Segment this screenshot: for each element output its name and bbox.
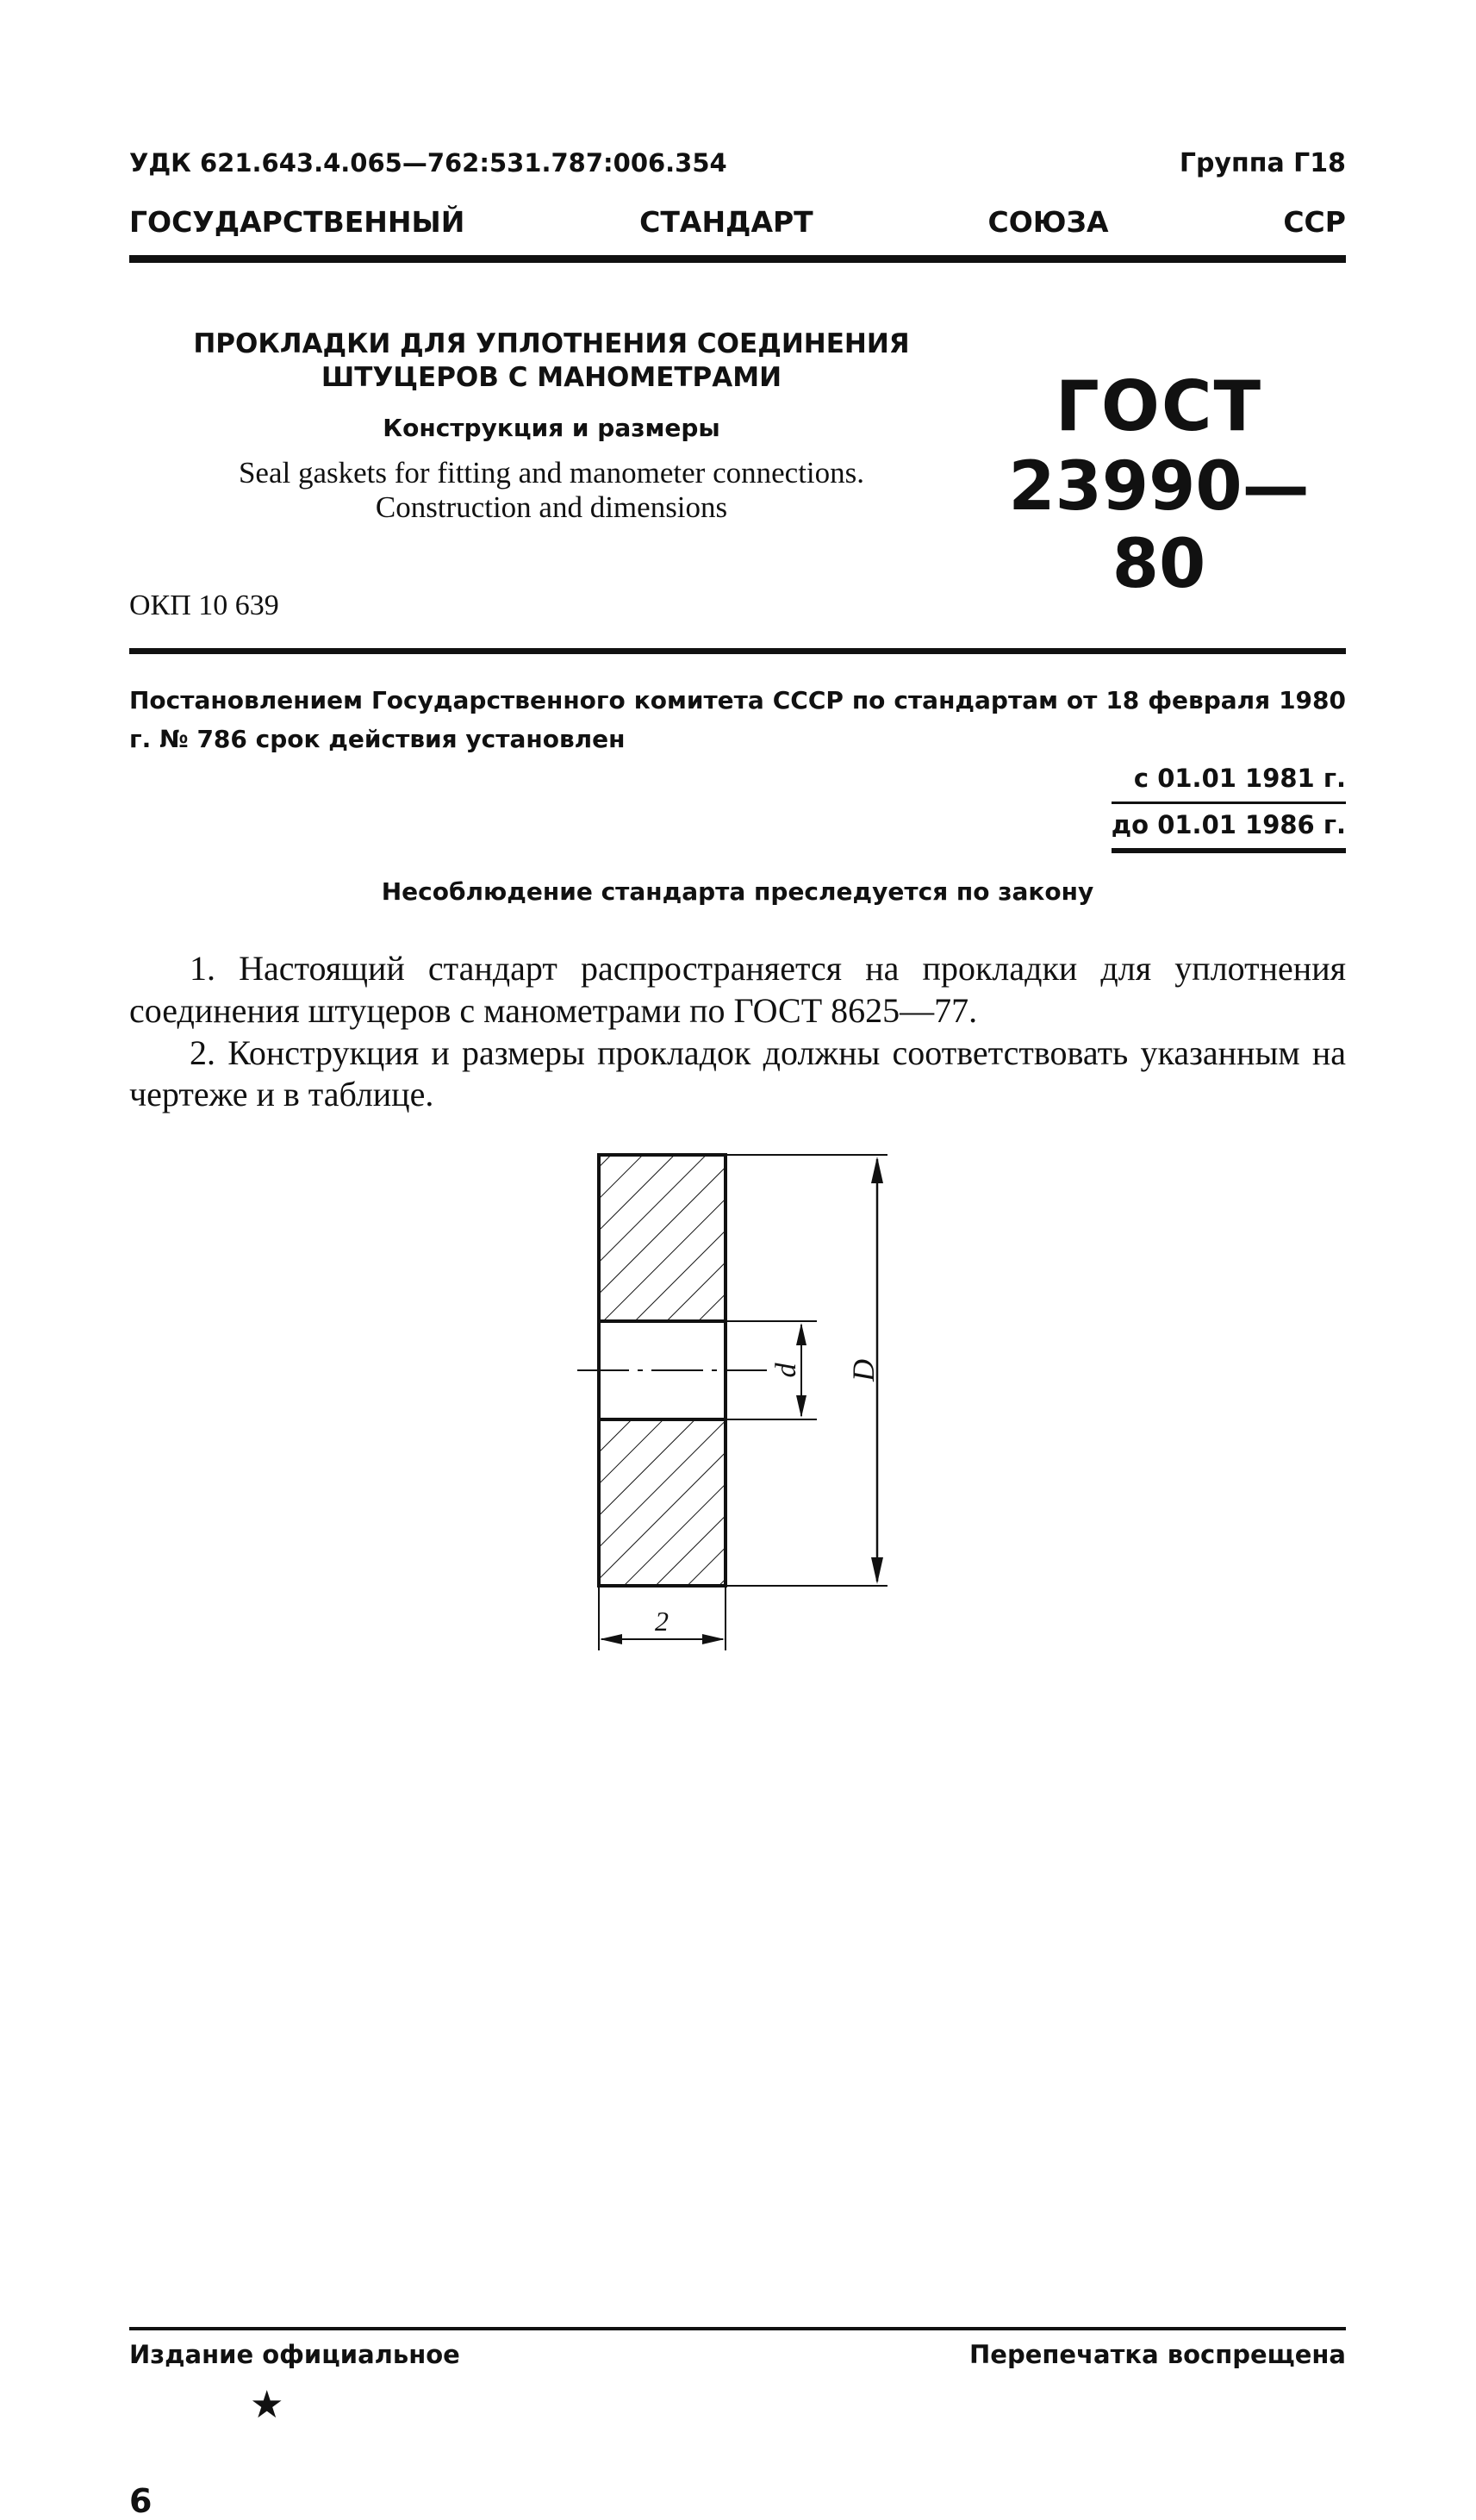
gost-label: ГОСТ [1055, 366, 1263, 446]
state-standard-word: СТАНДАРТ [639, 205, 813, 239]
edition-notice: Издание официальное [129, 2340, 460, 2369]
title-en-line1: Seal gaskets for fitting and manometer connections. [238, 455, 865, 490]
body-text [129, 948, 1346, 1116]
arrowhead [871, 1157, 883, 1183]
arrowhead [702, 1634, 725, 1644]
arrowhead [600, 1634, 622, 1644]
paragraph-1: 1. Настоящий стандарт распространяется на прокладки для уплотнения соединения штуцеров с манометрами по ГОСТ 8625—77. [129, 949, 1346, 1030]
footer-rule [129, 2327, 1346, 2330]
title-ru-line2: ШТУЦЕРОВ С МАНОМЕТРАМИ [321, 361, 782, 393]
paragraph-2: 2. Конструкция и размеры прокладок должны соответствовать указанным на чертеже и в таблице. [129, 1032, 1346, 1114]
page-number: 6 [129, 2482, 153, 2520]
udc-code: УДК 621.643.4.065—762:531.787:006.354 [129, 148, 727, 178]
subtitle-ru: Конструкция и размеры [383, 413, 720, 442]
lower-hatched-section [599, 1419, 726, 1586]
arrowhead [796, 1323, 807, 1345]
dimension-thickness [599, 1586, 726, 1650]
gasket-section [577, 1155, 767, 1586]
arrowhead [871, 1557, 883, 1584]
group-code: Группа Г18 [1179, 148, 1346, 178]
title-block [129, 327, 974, 525]
state-standard-word: ССР [1283, 205, 1346, 239]
title-en-line2: Construction and dimensions [375, 490, 728, 524]
label-d: d [770, 1363, 802, 1378]
title-ru-line1: ПРОКЛАДКИ ДЛЯ УПЛОТНЕНИЯ СОЕДИНЕНИЯ [193, 328, 910, 359]
law-notice: Несоблюдение стандарта преследуется по закону [381, 877, 1094, 906]
date-divider [1112, 802, 1346, 804]
okp-rule [129, 648, 1346, 654]
state-standard-heading [129, 205, 1346, 239]
gost-number: 23990—80 [1008, 448, 1310, 603]
reprint-notice: Перепечатка воспрещена [969, 2340, 1346, 2369]
date-to: до 01.01 1986 г. [1111, 810, 1346, 839]
header-rule [129, 255, 1346, 263]
star-icon: ★ [250, 2384, 284, 2426]
upper-hatched-section [599, 1155, 726, 1321]
gasket-drawing [551, 1151, 931, 1685]
title-en [129, 456, 974, 526]
label-thickness: 2 [655, 1606, 669, 1637]
arrowhead [796, 1395, 807, 1418]
state-standard-word: ГОСУДАРСТВЕННЫЙ [129, 205, 465, 239]
date-rule [1112, 848, 1346, 853]
okp-code: ОКП 10 639 [129, 589, 279, 621]
label-D: D [846, 1359, 881, 1382]
decree-text: Постановлением Государственного комитета СССР по стандартам от 18 февраля 1980 г. № 786 срок действия установлен [129, 686, 1346, 754]
state-standard-word: СОЮЗА [987, 205, 1109, 239]
date-from: с 01.01 1981 г. [1133, 764, 1346, 793]
